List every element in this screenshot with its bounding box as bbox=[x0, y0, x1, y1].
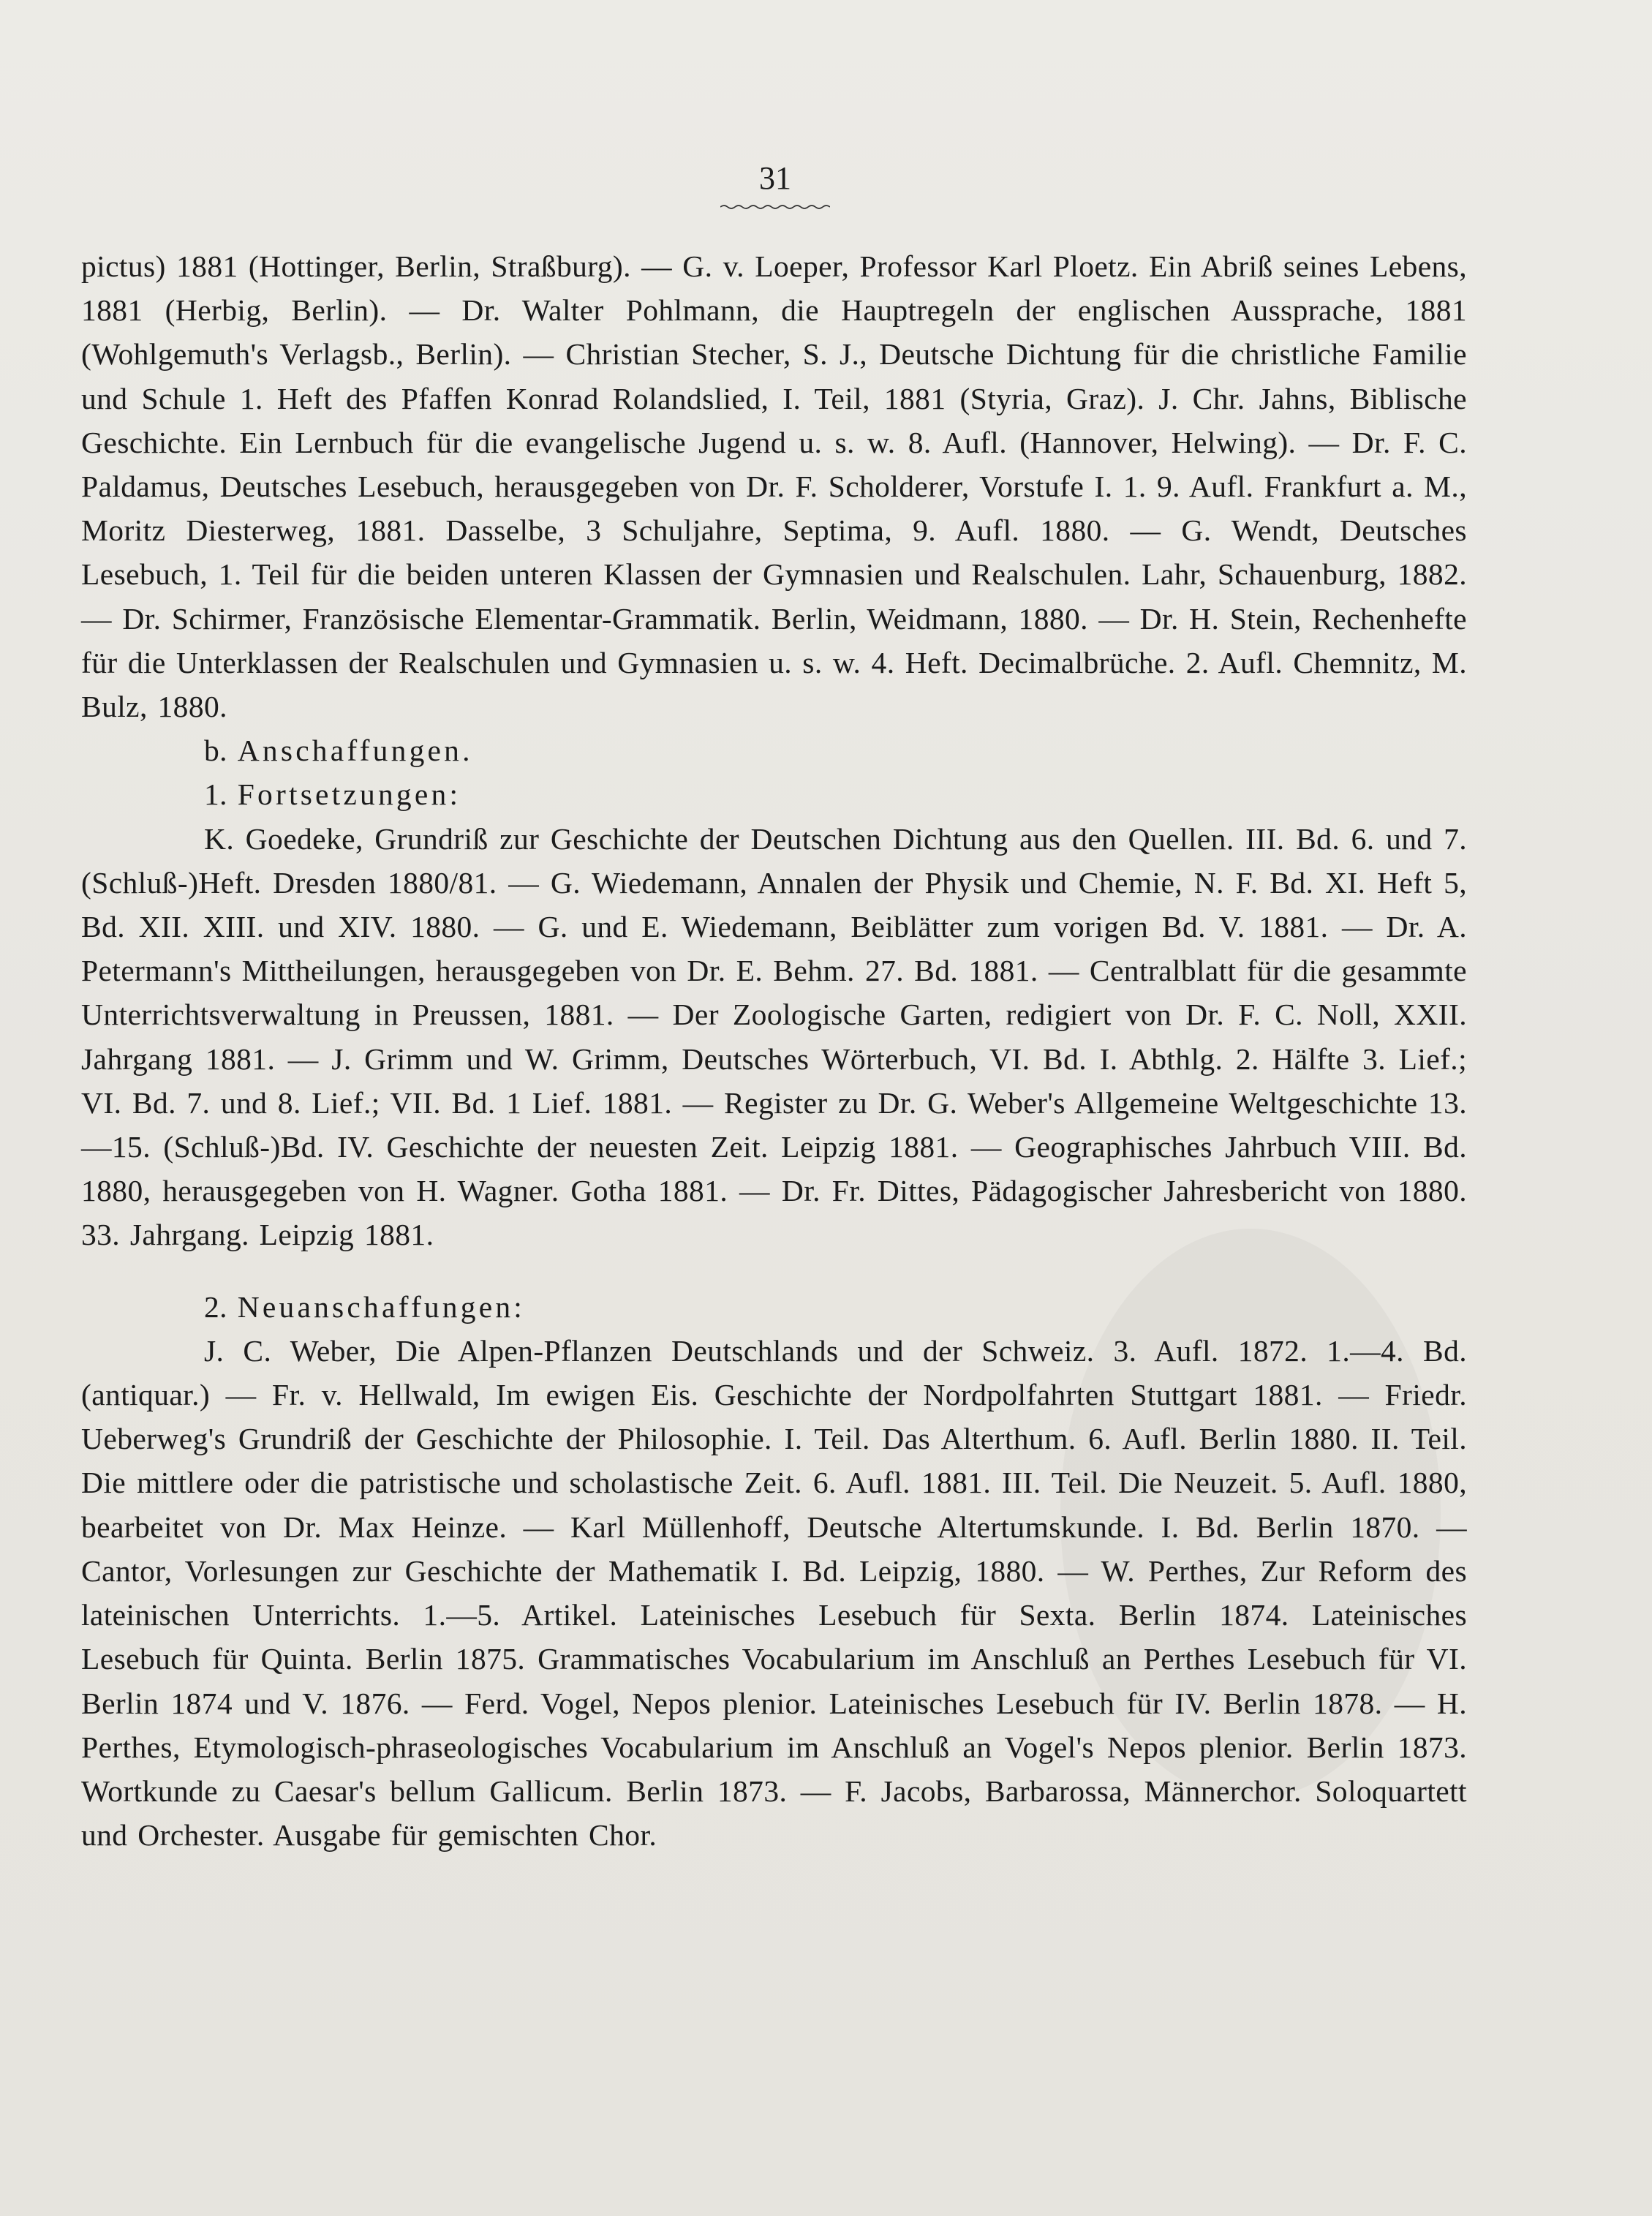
subsection-1-text: K. Goedeke, Grundriß zur Geschichte der Deutschen Dichtung aus den Quellen. III. Bd. 6. und 7. (Schluß-)Heft. Dresden 1880/81. — G. Wiedemann, Annalen der Physik und Chemie, N. F. Bd. XI. Heft 5, Bd. XII. XIII. und XIV. 1880. — G. und E. Wiedemann, Beiblätter zum vorigen Bd. V. 1881. — Dr. A. Petermann's Mittheilungen, herausgegeben von Dr. E. Behm. 27. Bd. 1881. — Centralblatt für die gesammte Unterrichtsverwaltung in Preussen, 1881. — Der Zoologische Garten, redigiert von Dr. F. C. Noll, XXII. Jahrgang 1881. — J. Grimm und W. Grimm, Deutsches Wörterbuch, VI. Bd. I. Abthlg. 2. Hälfte 3. Lief.; VI. Bd. 7. und 8. Lief.; VII. Bd. 1 Lief. 1881. — Register zu Dr. G. Weber's Allgemeine Weltgeschichte 13.—15. (Schluß-)Bd. IV. Geschichte der neuesten Zeit. Leipzig 1881. — Geographisches Jahrbuch VIII. Bd. 1880, herausgegeben von H. Wagner. Gotha 1881. — Dr. Fr. Dittes, Pädagogischer Jahresbericht von 1880. 33. Jahrgang. Leipzig 1881. bbox=[81, 821, 1467, 1252]
section-b-title: Anschaffungen. bbox=[237, 734, 473, 768]
section-b-label: b. bbox=[204, 734, 227, 768]
page-number-ornament bbox=[720, 204, 830, 210]
subsection-2-label: 2. bbox=[204, 1289, 227, 1324]
subsection-2-title: Neuanschaffungen: bbox=[237, 1289, 526, 1324]
body-text bbox=[81, 244, 1467, 1857]
subsection-2-text: J. C. Weber, Die Alpen-Pflanzen Deutschlands und der Schweiz. 3. Aufl. 1872. 1.—4. Bd. (antiquar.) — Fr. v. Hellwald, Im ewigen Eis. Geschichte der Nordpolfahrten Stuttgart 1881. — Friedr. Ueberweg's Grundriß der Geschichte der Philosophie. I. Teil. Das Alterthum. 6. Aufl. Berlin 1880. II. Teil. Die mittlere oder die patristische und scholastische Zeit. 6. Aufl. 1881. III. Teil. Die Neuzeit. 5. Aufl. 1880, bearbeitet von Dr. Max Heinze. — Karl Müllenhoff, Deutsche Altertumskunde. I. Bd. Berlin 1870. — Cantor, Vorlesungen zur Geschichte der Mathematik I. Bd. Leipzig, 1880. — W. Perthes, Zur Reform des lateinischen Unterrichts. 1.—5. Artikel. Lateinisches Lesebuch für Sexta. Berlin 1874. Lateinisches Lesebuch für Quinta. Berlin 1875. Grammatisches Vocabularium im Anschluß an Perthes Lesebuch für VI. Berlin 1874 und V. 1876. — Ferd. Vogel, Nepos plenior. Lateinisches Lesebuch für IV. Berlin 1878. — H. Perthes, Etymologisch-phraseologisches Vocabularium im Anschluß an Vogel's Nepos plenior. Berlin 1873. Wortkunde zu Caesar's bellum Gallicum. Berlin 1873. — F. Jacobs, Barbarossa, Männerchor. Soloquartett und Orchester. Ausgabe für gemischten Chor. bbox=[81, 1333, 1467, 1853]
page-number: 31 bbox=[759, 160, 791, 196]
paragraph-continuation: pictus) 1881 (Hottinger, Berlin, Straßburg). — G. v. Loeper, Professor Karl Ploetz. Ein Abriß seines Lebens, 1881 (Herbig, Berlin). — Dr. Walter Pohlmann, die Hauptregeln der englischen Aussprache, 1881 (Wohlgemuth's Verlagsb., Berlin). — Christian Stecher, S. J., Deutsche Dichtung für die christliche Familie und Schule 1. Heft des Pfaffen Konrad Rolandslied, I. Teil, 1881 (Styria, Graz). J. Chr. Jahns, Biblische Geschichte. Ein Lernbuch für die evangelische Jugend u. s. w. 8. Aufl. (Hannover, Helwing). — Dr. F. C. Paldamus, Deutsches Lesebuch, herausgegeben von Dr. F. Scholderer, Vorstufe I. 1. 9. Aufl. Frankfurt a. M., Moritz Diesterweg, 1881. Dasselbe, 3 Schuljahre, Septima, 9. Aufl. 1880. — G. Wendt, Deutsches Lesebuch, 1. Teil für die beiden unteren Klassen der Gymnasien und Realschulen. Lahr, Schauenburg, 1882. — Dr. Schirmer, Französische Elementar-Grammatik. Berlin, Weidmann, 1880. — Dr. H. Stein, Rechenhefte für die Unterklassen der Realschulen und Gymnasien u. s. w. 4. Heft. Decimalbrüche. 2. Aufl. Chemnitz, M. Bulz, 1880. bbox=[81, 249, 1467, 724]
subsection-1-title: Fortsetzungen: bbox=[237, 777, 461, 812]
subsection-1-label: 1. bbox=[204, 777, 227, 812]
subsection-heading-2 bbox=[81, 1285, 1467, 1329]
section-heading-b bbox=[81, 728, 1467, 772]
subsection-heading-1 bbox=[81, 772, 1467, 816]
